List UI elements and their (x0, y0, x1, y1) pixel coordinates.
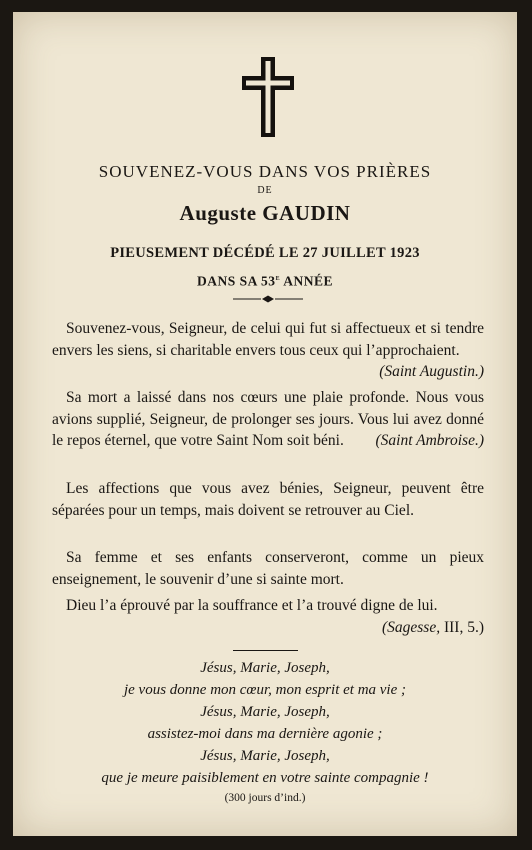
remember-heading: SOUVENEZ-VOUS DANS VOS PRIÈRES (98, 162, 432, 181)
paragraph-ambroise (52, 387, 484, 452)
divider-rule (233, 650, 298, 651)
fleuron-ornament (233, 295, 303, 303)
paragraph-text: Sa mort a laissé dans nos cœurs une plaie profonde. Nous vous avions supplié, Seigneur, de prolonger ses jours. Vous lui avez donné le repos éternel, que votre Saint Nom soit béni. (52, 389, 484, 449)
citation: (Saint Ambroise.) (375, 432, 484, 449)
deceased-name: Auguste GAUDIN (179, 201, 351, 225)
paragraph-text: Sa femme et ses enfants conserveront, comme un pieux enseignement, le souvenir d’une si sainte mort. (52, 549, 484, 588)
prayer-line: Jésus, Marie, Joseph, (200, 660, 330, 676)
paragraph-text: Souvenez-vous, Seigneur, de celui qui fut si affectueux et si tendre envers les siens, si charitable envers tous ceux qui l’approchaient. (52, 320, 484, 359)
paragraph-text: Les affections que vous avez bénies, Seigneur, peuvent être séparées pour un temps, mais doivent se retrouver au Ciel. (52, 480, 484, 519)
citation: (Saint Augustin.) (379, 363, 484, 380)
prayer-line: assistez-moi dans ma dernière agonie ; (147, 726, 383, 742)
de-label: DE (257, 185, 273, 196)
paragraph-family (52, 547, 484, 590)
prayer-line: que je meure paisiblement en votre sainte compagnie ! (101, 770, 429, 786)
memorial-card (13, 12, 517, 836)
citation: (Sagesse, III, 5.) (381, 618, 484, 636)
age-line: DANS SA 53e ANNÉE (197, 272, 333, 289)
paragraph-sagesse (52, 595, 484, 638)
indulgence-note: (300 jours d’ind.) (224, 792, 306, 804)
prayer-line: Jésus, Marie, Joseph, (200, 704, 330, 720)
death-date: PIEUSEMENT DÉCÉDÉ LE 27 JUILLET 1923 (110, 245, 420, 261)
paragraph-augustin (52, 318, 484, 383)
cross-icon (241, 56, 295, 138)
prayer-line: Jésus, Marie, Joseph, (200, 748, 330, 764)
paragraph-text: Dieu l’a éprouvé par la souffrance et l’a trouvé digne de lui. (66, 597, 438, 614)
prayer-line: je vous donne mon cœur, mon esprit et ma vie ; (123, 682, 407, 698)
paragraph-affections (52, 478, 484, 521)
